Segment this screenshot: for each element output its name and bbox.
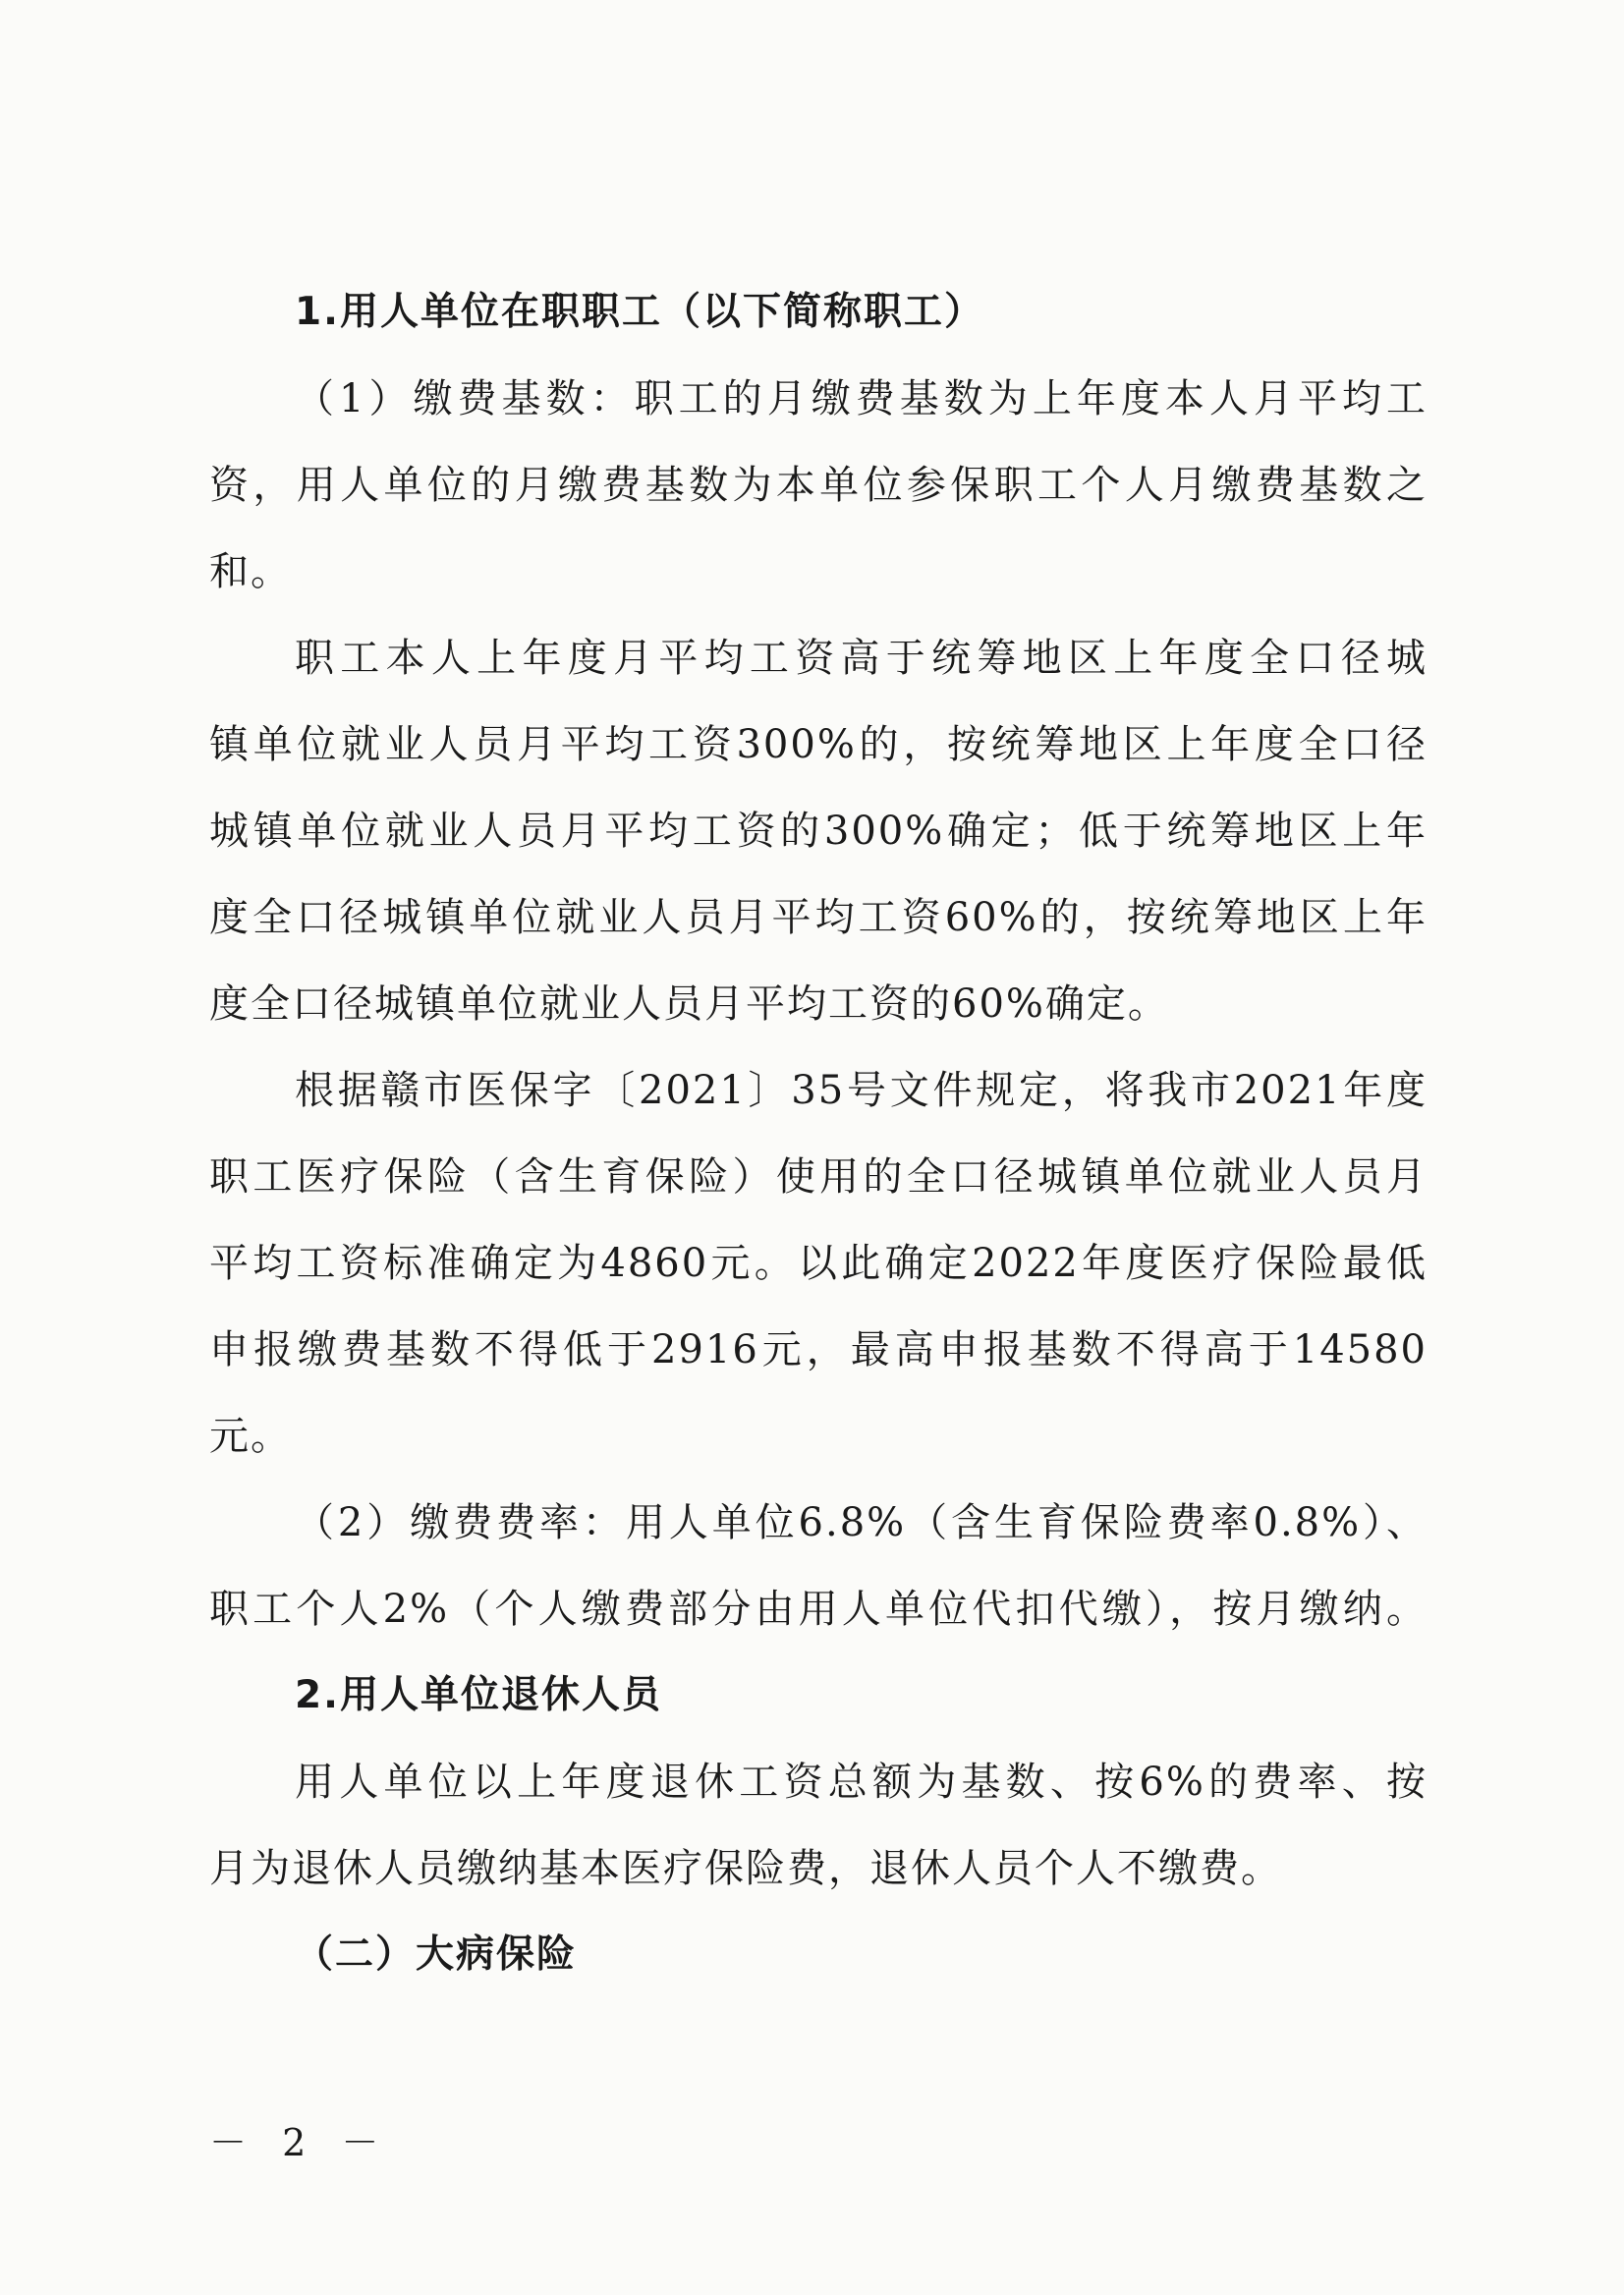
para5-line2: 月为退休人员缴纳基本医疗保险费，退休人员个人不缴费。 (209, 1846, 1282, 1891)
para3-line3: 平均工资标准确定为4860元。以此确定2022年度医疗保险最低 (209, 1241, 1428, 1286)
section-heading-employees: 1.用人单位在职职工（以下简称职工） (295, 290, 984, 334)
section-heading-retirees: 2.用人单位退休人员 (295, 1673, 662, 1717)
para1-line1: （1）缴费基数：职工的月缴费基数为上年度本人月平均工 (295, 376, 1428, 421)
para2-line3: 城镇单位就业人员月平均工资的300%确定；低于统筹地区上年 (209, 809, 1428, 854)
para1-line2: 资，用人单位的月缴费基数为本单位参保职工个人月缴费基数之 (209, 463, 1428, 508)
para4-line1: （2）缴费费率：用人单位6.8%（含生育保险费率0.8%）、 (295, 1500, 1428, 1545)
page-number: － 2 － (209, 2121, 391, 2164)
para2-line5: 度全口径城镇单位就业人员月平均工资的60%确定。 (209, 981, 1169, 1027)
para2-line4: 度全口径城镇单位就业人员月平均工资60%的，按统筹地区上年 (209, 895, 1428, 940)
para3-line4: 申报缴费基数不得低于2916元，最高申报基数不得高于14580 (209, 1327, 1428, 1372)
para4-line2: 职工个人2%（个人缴费部分由用人单位代扣代缴），按月缴纳。 (209, 1587, 1428, 1632)
section-heading-critical-illness: （二）大病保险 (295, 1932, 578, 1977)
para3-line5: 元。 (209, 1414, 292, 1459)
para2-line1: 职工本人上年度月平均工资高于统筹地区上年度全口径城 (295, 636, 1428, 681)
para3-line2: 职工医疗保险（含生育保险）使用的全口径城镇单位就业人员月 (209, 1154, 1428, 1200)
para3-line1: 根据赣市医保字〔2021〕35号文件规定，将我市2021年度 (295, 1068, 1428, 1113)
para5-line1: 用人单位以上年度退休工资总额为基数、按6%的费率、按 (295, 1760, 1428, 1805)
para2-line2: 镇单位就业人员月平均工资300%的，按统筹地区上年度全口径 (209, 722, 1428, 767)
para1-line3: 和。 (209, 549, 292, 594)
